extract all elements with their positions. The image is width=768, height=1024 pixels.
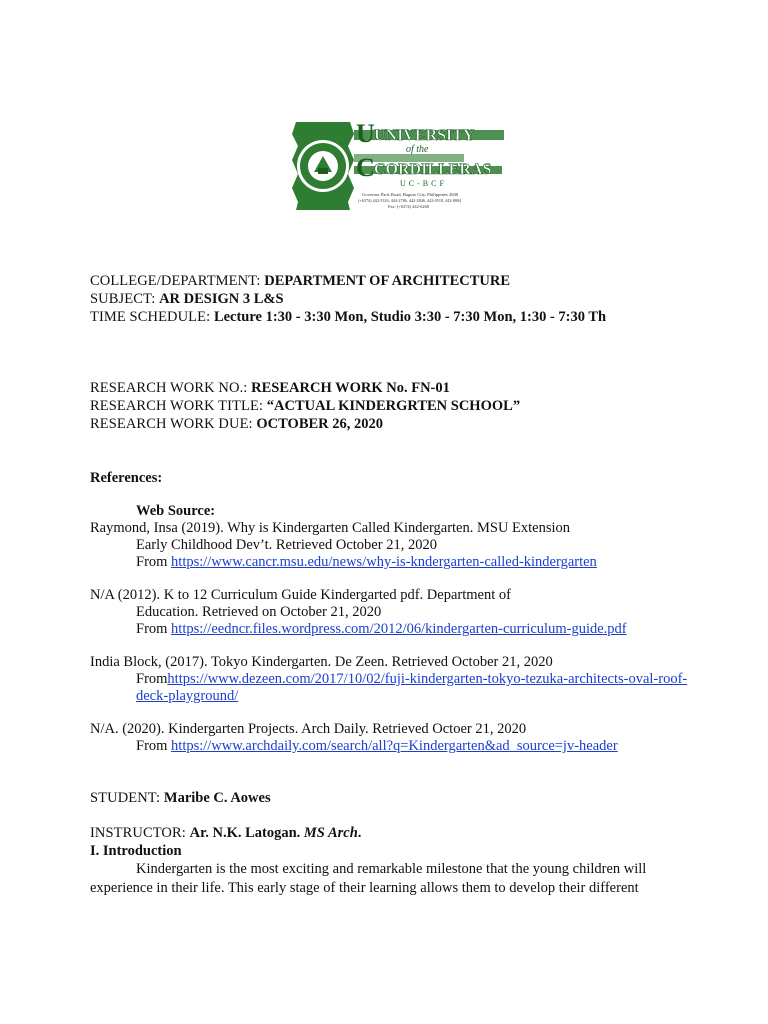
svg-text:Fax: (+6374) 442-6268: Fax: (+6374) 442-6268 bbox=[388, 204, 430, 209]
reference-2-line1: N/A (2012). K to 12 Curriculum Guide Kindergarted pdf. Department of bbox=[90, 587, 511, 603]
subject-value: AR DESIGN 3 L&S bbox=[159, 291, 284, 307]
research-title-value: “ACTUAL KINDERGRTEN SCHOOL” bbox=[266, 398, 521, 414]
reference-3-link-cont bbox=[136, 687, 238, 705]
research-title-label: RESEARCH WORK TITLE: bbox=[90, 398, 267, 414]
research-due-value: OCTOBER 26, 2020 bbox=[256, 416, 384, 432]
research-title-line bbox=[90, 397, 520, 415]
reference-3-link-continued[interactable]: deck-playground/ bbox=[136, 688, 239, 704]
references-heading: References: bbox=[90, 470, 163, 486]
subject-line bbox=[90, 290, 284, 308]
reference-3-from bbox=[136, 670, 687, 688]
svg-text:(+6374) 442-3316, 444-2786, 44: (+6374) 442-3316, 444-2786, 442-2846, 442-0518, 442-8084 bbox=[358, 198, 462, 203]
student-value: Maribe C. Aowes bbox=[163, 790, 271, 806]
research-due-line bbox=[90, 415, 383, 433]
intro-line2: experience in their life. This early stage of their learning allows them to develop their different bbox=[90, 880, 639, 896]
reference-1-from bbox=[136, 553, 597, 571]
research-no-label: RESEARCH WORK NO.: bbox=[90, 380, 252, 396]
reference-1-line1: Raymond, Insa (2019). Why is Kindergarten Called Kindergarten. MSU Extension bbox=[90, 520, 571, 536]
instructor-label: INSTRUCTOR: bbox=[90, 825, 190, 841]
svg-text:UC-BCF: UC-BCF bbox=[400, 179, 447, 188]
reference-4-line1: N/A. (2020). Kindergarten Projects. Arch Daily. Retrieved Octoer 21, 2020 bbox=[90, 721, 527, 737]
intro-line1: Kindergarten is the most exciting and remarkable milestone that the young children will bbox=[136, 861, 647, 877]
reference-3-line1: India Block, (2017). Tokyo Kindergarten. De Zeen. Retrieved October 21, 2020 bbox=[90, 654, 553, 670]
reference-1-link[interactable]: https://www.cancr.msu.edu/news/why-is-kndergarten-called-kindergarten bbox=[171, 554, 597, 570]
research-no-line bbox=[90, 379, 450, 397]
svg-text:UNIVERSITY: UNIVERSITY bbox=[374, 127, 475, 144]
research-no-value: RESEARCH WORK No. FN-01 bbox=[251, 380, 450, 396]
svg-text:Governor Pack Road, Baguio Cit: Governor Pack Road, Baguio City, Philippines 2600 bbox=[362, 192, 459, 197]
svg-text:of the: of the bbox=[406, 144, 429, 155]
from-label: From bbox=[136, 554, 172, 570]
schedule-label: TIME SCHEDULE: bbox=[90, 309, 214, 325]
reference-1-line2: Early Childhood Dev’t. Retrieved October 21, 2020 bbox=[136, 537, 437, 553]
reference-4-from bbox=[136, 737, 618, 755]
instructor-line bbox=[90, 824, 361, 842]
reference-2-link[interactable]: https://eedncr.files.wordpress.com/2012/06/kindergarten-curriculum-guide.pdf bbox=[171, 621, 627, 637]
college-value: DEPARTMENT OF ARCHITECTURE bbox=[264, 273, 511, 289]
svg-text:U: U bbox=[356, 119, 375, 148]
svg-text:C: C bbox=[356, 153, 375, 182]
student-label: STUDENT: bbox=[90, 790, 164, 806]
student-line bbox=[90, 789, 271, 807]
college-line bbox=[90, 272, 510, 290]
schedule-line bbox=[90, 308, 606, 326]
university-seal bbox=[292, 122, 354, 210]
reference-3-link[interactable]: https://www.dezeen.com/2017/10/02/fuji-kindergarten-tokyo-tezuka-architects-oval-roof- bbox=[167, 671, 688, 687]
svg-text:CORDILLERAS: CORDILLERAS bbox=[374, 161, 492, 178]
instructor-value: Ar. N.K. Latogan. bbox=[189, 825, 304, 841]
web-source-heading: Web Source: bbox=[136, 503, 216, 519]
instructor-suffix: MS Arch bbox=[303, 825, 358, 841]
reference-2-line2: Education. Retrieved on October 21, 2020 bbox=[136, 604, 382, 620]
from-label: From bbox=[136, 671, 168, 687]
from-label: From bbox=[136, 738, 172, 754]
from-label: From bbox=[136, 621, 172, 637]
reference-2-from bbox=[136, 620, 627, 638]
college-label: COLLEGE/DEPARTMENT: bbox=[90, 273, 265, 289]
schedule-value: Lecture 1:30 - 3:30 Mon, Studio 3:30 - 7:30 Mon, 1:30 - 7:30 Th bbox=[213, 309, 607, 325]
subject-label: SUBJECT: bbox=[90, 291, 160, 307]
reference-4-link[interactable]: https://www.archdaily.com/search/all?q=Kindergarten&ad_source=jv-header bbox=[171, 738, 618, 754]
research-due-label: RESEARCH WORK DUE: bbox=[90, 416, 257, 432]
university-logo bbox=[288, 116, 510, 214]
university-logo-graphic bbox=[288, 116, 510, 214]
intro-heading: I. Introduction bbox=[90, 843, 182, 859]
instructor-dot: . bbox=[357, 825, 362, 841]
